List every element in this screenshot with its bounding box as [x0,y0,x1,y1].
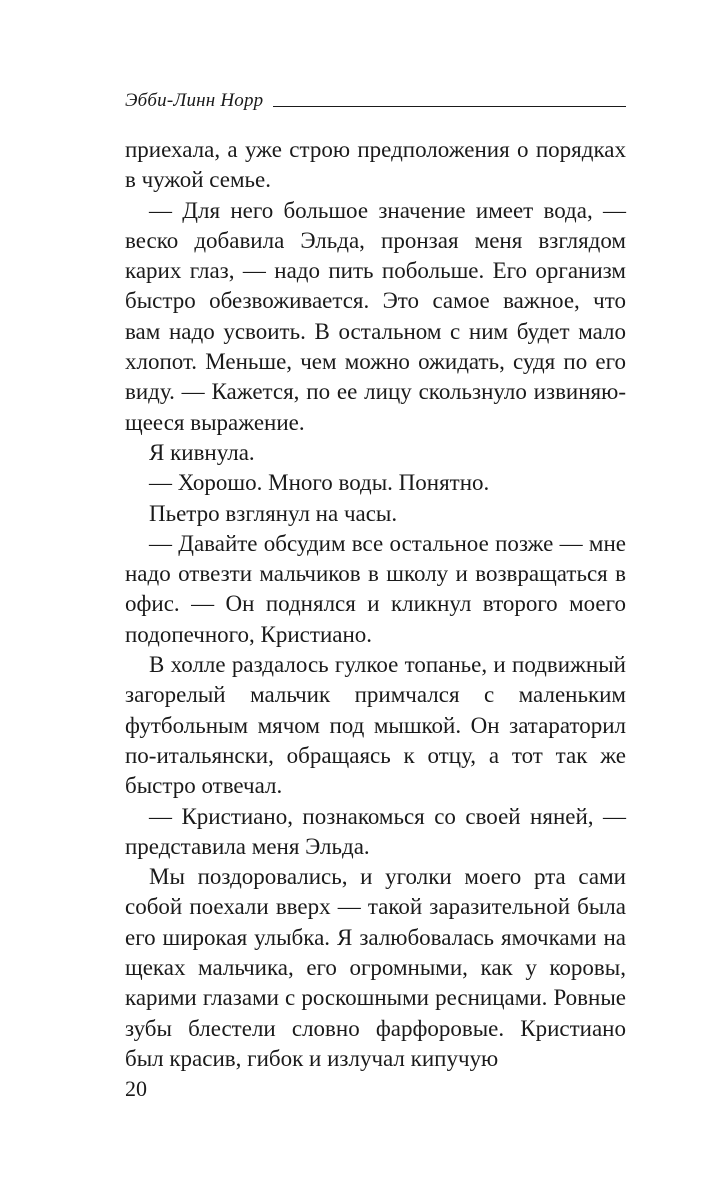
paragraph: В холле раздалось гулкое топанье, и подвижный загорелый мальчик примчался с маленьким футбольным мячом под мышкой. Он затараторил по-итальянски, обращаясь к отцу, а тот так же быстро отвечал. [125,652,626,799]
header-rule [273,106,626,107]
paragraph: приехала, а уже строю предположения о порядках в чужой семье. [125,137,626,193]
header-author: Эбби-Линн Норр [125,90,264,111]
paragraph: — Для него большое значение имеет вода, — веско добавила Эльда, пронзая меня взглядом карих глаз, — надо пить побольше. Его организм быстро обезвоживается. Это самое важное, что вам надо усвоить. В остальном с ним будет мало хлопот. Меньше, чем можно ожидать, судя по его виду. — Кажется, по ее лицу скользнуло извиняющееся выражение. [125,197,626,435]
paragraph: — Кристиано, познакомься со своей няней, — представила меня Эльда. [125,803,626,859]
paragraph: Мы поздоровались, и уголки моего рта сами собой поехали вверх — такой заразительной была его широкая улыбка. Я залюбовалась ямочками на щеках мальчика, его огромными, как у коровы, карими глазами с роскошными ресницами. Ровные зубы блестели словно фарфоровые. Кристиано был красив, гибок и излучал кипучую [125,864,626,1071]
paragraph: — Хорошо. Много воды. Понятно. [149,470,490,496]
paragraph: Пьетро взглянул на часы. [149,500,398,526]
paragraph: Я кивнула. [149,439,255,465]
paragraph: — Давайте обсудим все остальное позже — мне надо отвезти мальчиков в школу и возвращаться в офис. — Он поднялся и кликнул второго моего подопечного, Кристиано. [125,530,626,647]
running-header [125,86,626,112]
body-text [125,135,626,1074]
page-number: 20 [125,1076,147,1101]
